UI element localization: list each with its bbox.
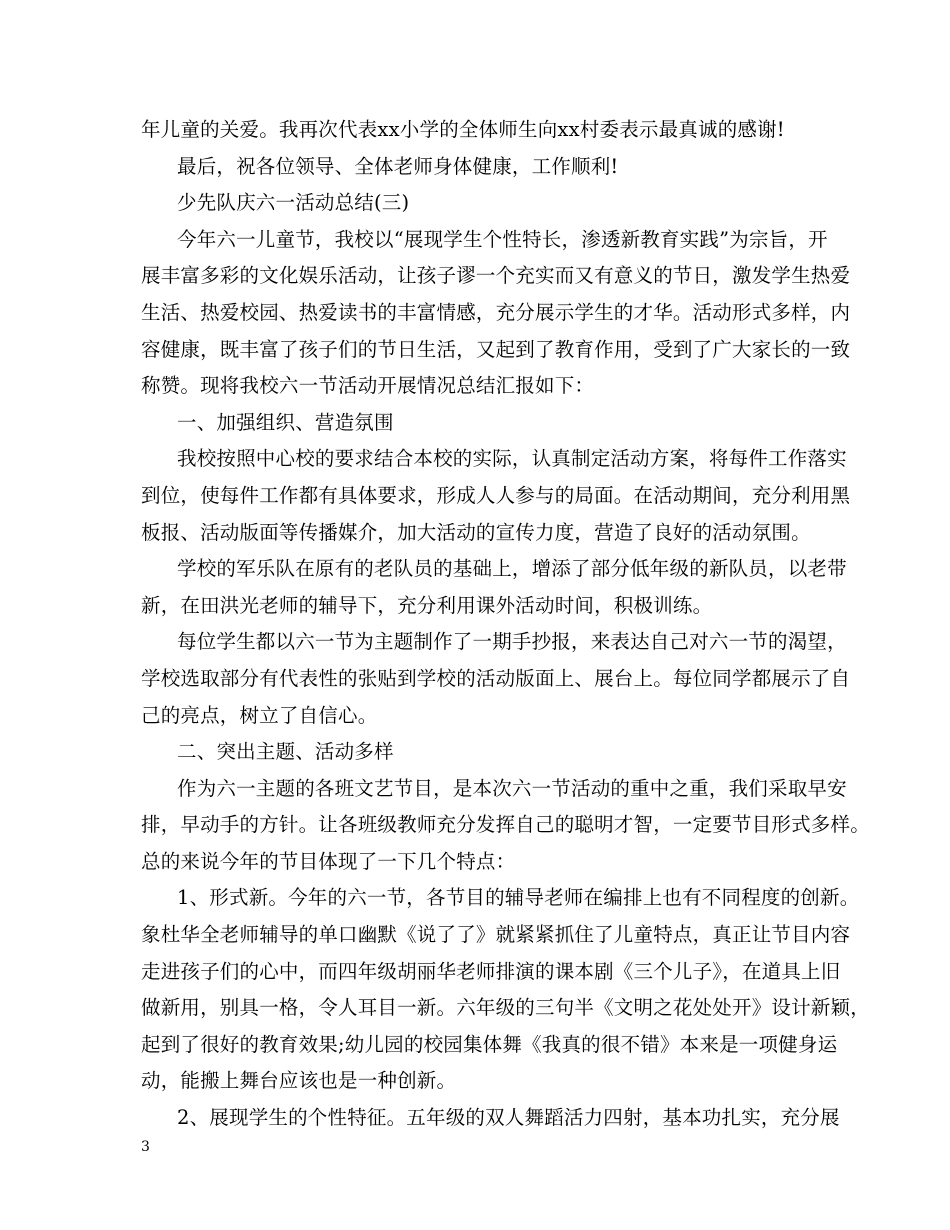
text-line: 每位学生都以六一节为主题制作了一期手抄报，来表达自己对六一节的渴望， — [177, 630, 847, 654]
text-line: 称赞。现将我校六一节活动开展情况总结汇报如下： — [141, 374, 595, 398]
text-line: 己的亮点，树立了自信心。 — [141, 703, 378, 727]
text-line: 容健康，既丰富了孩子们的节日生活，又起到了教育作用，受到了广大家长的一致 — [141, 337, 851, 361]
text-line: 学校选取部分有代表性的张贴到学校的活动版面上、展台上。每位同学都展示了自 — [141, 666, 851, 690]
text-line: 排，早动手的方针。让各班级教师充分发挥自己的聪明才智，一定要节目形式多样。 — [141, 813, 870, 837]
text-line: 动，能搬上舞台应该也是一种创新。 — [141, 1069, 457, 1093]
text-line: 一、加强组织、营造氛围 — [177, 410, 394, 434]
text-line: 最后，祝各位领导、全体老师身体健康，工作顺利! — [177, 154, 619, 178]
document-body — [141, 112, 870, 1137]
text-line: 我校按照中心校的要求结合本校的实际，认真制定活动方案，将每件工作落实 — [177, 447, 847, 471]
text-line: 做新用，别具一格，令人耳目一新。六年级的三句半《文明之花处处开》设计新颖， — [141, 996, 870, 1020]
page-number: 3 — [141, 1139, 150, 1155]
text-line: 板报、活动版面等传播媒介，加大活动的宣传力度，营造了良好的活动氛围。 — [141, 520, 811, 544]
text-line: 象杜华全老师辅导的单口幽默《说了了》就紧紧抓住了儿童特点，真正让节目内容 — [141, 923, 851, 947]
text-line: 新，在田洪光老师的辅导下，充分利用课外活动时间，积极训练。 — [141, 593, 713, 617]
text-line: 少先队庆六一活动总结(三) — [177, 191, 410, 215]
text-line: 学校的军乐队在原有的老队员的基础上，增添了部分低年级的新队员，以老带 — [177, 557, 847, 581]
text-line: 到位，使每件工作都有具体要求，形成人人参与的局面。在活动期间，充分利用黑 — [141, 483, 851, 507]
text-line: 起到了很好的教育效果;幼儿园的校园集体舞《我真的很不错》本来是一项健身运 — [141, 1032, 838, 1056]
text-line: 今年六一儿童节，我校以“展现学生个性特长，渗透新教育实践”为宗旨，开 — [177, 227, 828, 251]
text-line: 二、突出主题、活动多样 — [177, 740, 394, 764]
text-line: 作为六一主题的各班文艺节目，是本次六一节活动的重中之重，我们采取早安 — [177, 776, 847, 800]
text-line: 展丰富多彩的文化娱乐活动，让孩子谬一个充实而又有意义的节日，激发学生热爱 — [141, 264, 851, 288]
text-line: 1、形式新。今年的六一节，各节目的辅导老师在编排上也有不同程度的创新。 — [177, 886, 860, 910]
text-line: 生活、热爱校园、热爱读书的丰富情感，充分展示学生的才华。活动形式多样，内 — [141, 300, 851, 324]
text-line: 走进孩子们的心中，而四年级胡丽华老师排演的课本剧《三个儿子》，在道具上旧 — [141, 959, 841, 983]
text-line: 年儿童的关爱。我再次代表xx小学的全体师生向xx村委表示最真诚的感谢! — [141, 118, 785, 141]
text-line: 总的来说今年的节目体现了一下几个特点： — [141, 849, 516, 873]
text-line: 2、展现学生的个性特征。五年级的双人舞蹈活力四射，基本功扎实，充分展 — [177, 1106, 840, 1130]
